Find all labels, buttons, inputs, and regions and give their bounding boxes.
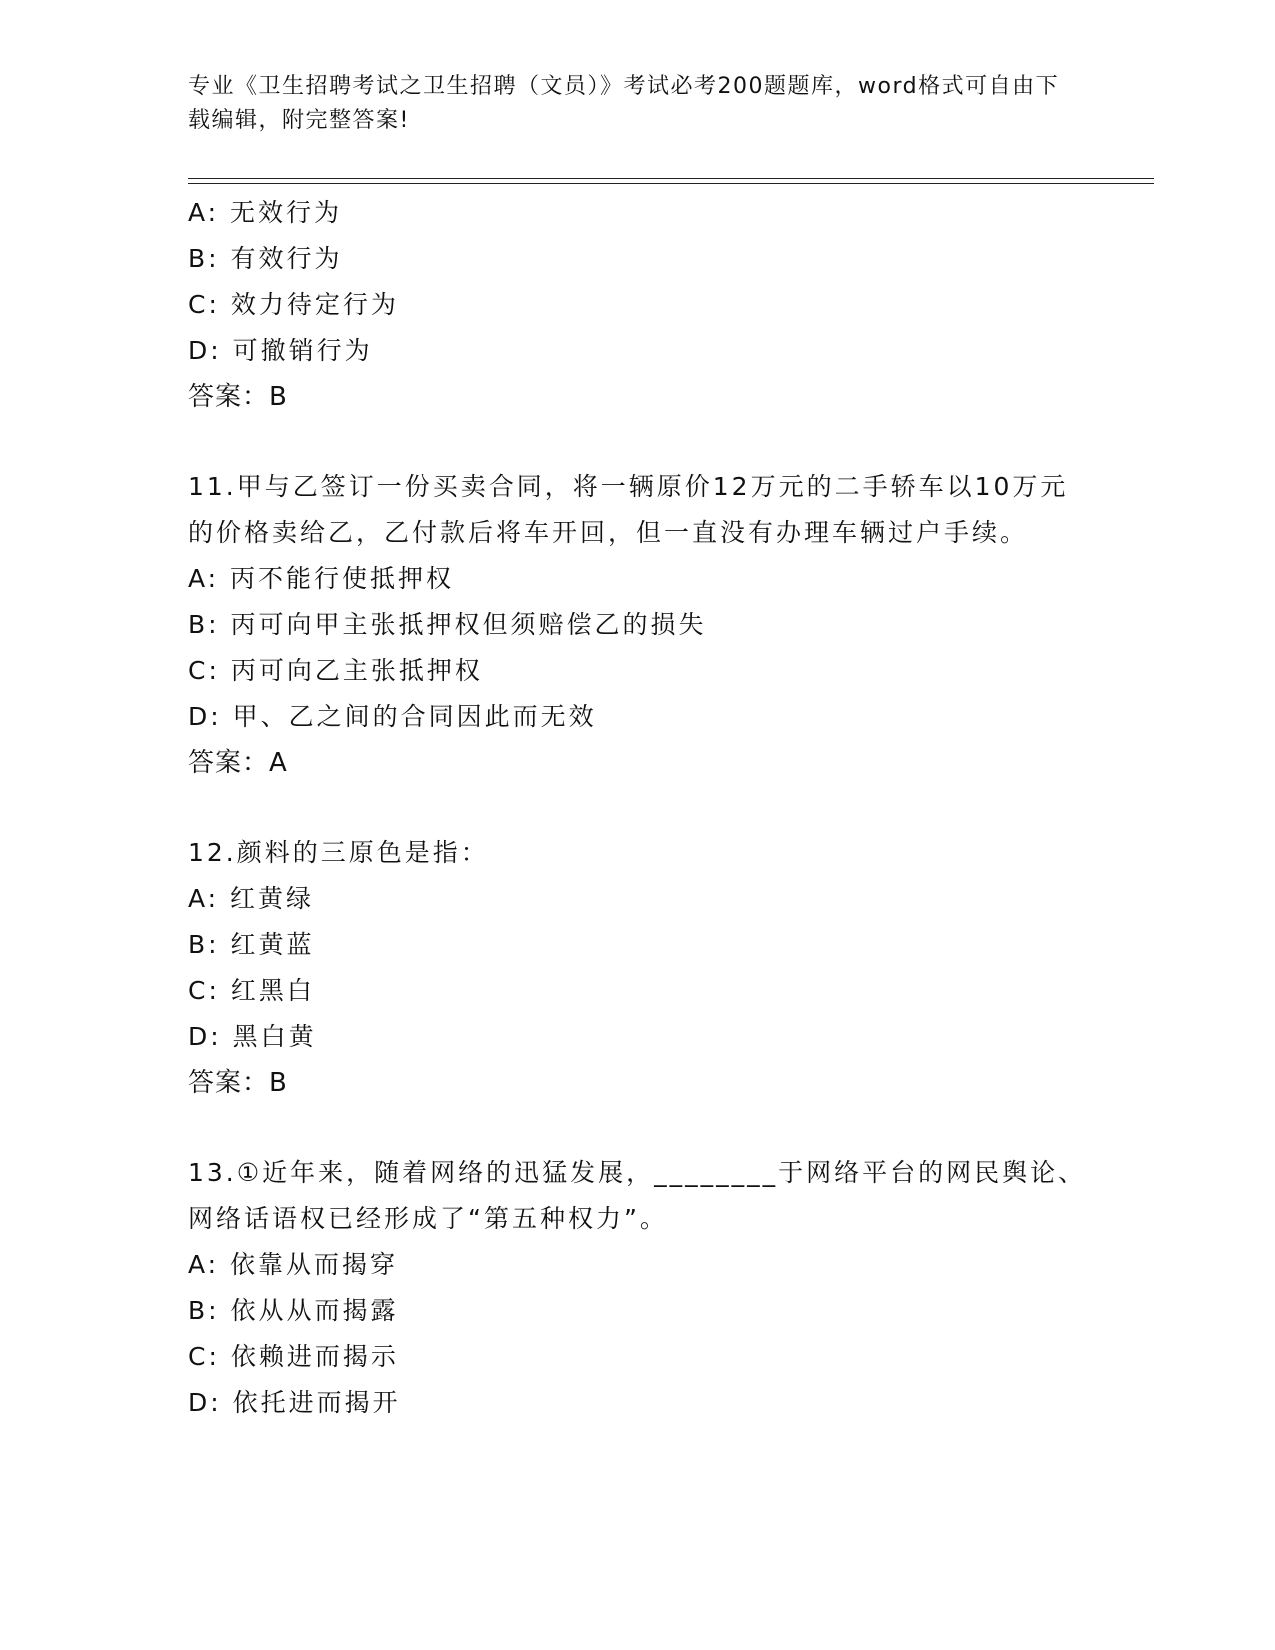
- option-d: D: 甲、乙之间的合同因此而无效: [188, 702, 597, 731]
- header-rule-bottom: [188, 183, 1154, 184]
- option-a: A: 依靠从而揭穿: [188, 1250, 399, 1279]
- option-a: A: 无效行为: [188, 198, 343, 227]
- option-d: D: 黑白黄: [188, 1022, 317, 1051]
- option-a: A: 红黄绿: [188, 884, 315, 913]
- option-b: B: 红黄蓝: [188, 930, 315, 959]
- question-stem: 13.①近年来，随着网络的迅猛发展，________于网络平台的网民舆论、网络话语权已经形成了“第五种权力”。: [188, 1158, 1087, 1233]
- spacer: [188, 1106, 1088, 1150]
- option-c: C: 红黑白: [188, 976, 315, 1005]
- spacer: [188, 420, 1088, 464]
- option-c: C: 依赖进而揭示: [188, 1342, 399, 1371]
- option-c: C: 丙可向乙主张抵押权: [188, 656, 483, 685]
- header-title: 专业《卫生招聘考试之卫生招聘（文员）》考试必考200题题库，word格式可自由下载编辑，附完整答案!: [188, 74, 1060, 133]
- option-b: B: 有效行为: [188, 244, 343, 273]
- answer: 答案：B: [188, 1068, 288, 1098]
- question-12: [188, 830, 1088, 1106]
- question-11: [188, 464, 1088, 786]
- document-header: [188, 70, 1068, 138]
- spacer: [188, 786, 1088, 830]
- option-d: D: 依托进而揭开: [188, 1388, 401, 1417]
- option-a: A: 丙不能行使抵押权: [188, 564, 455, 593]
- document-body: [188, 190, 1088, 1426]
- question-10-remainder: [188, 190, 1088, 420]
- question-stem: 11.甲与乙签订一份买卖合同，将一辆原价12万元的二手轿车以10万元的价格卖给乙，乙付款后将车开回，但一直没有办理车辆过户手续。: [188, 472, 1069, 547]
- header-rule-top: [188, 178, 1154, 179]
- option-b: B: 依从从而揭露: [188, 1296, 399, 1325]
- answer: 答案：A: [188, 748, 288, 778]
- option-b: B: 丙可向甲主张抵押权但须赔偿乙的损失: [188, 610, 707, 639]
- question-stem: 12.颜料的三原色是指：: [188, 838, 489, 867]
- option-c: C: 效力待定行为: [188, 290, 399, 319]
- answer: 答案：B: [188, 382, 288, 412]
- option-d: D: 可撤销行为: [188, 336, 373, 365]
- question-13: [188, 1150, 1088, 1426]
